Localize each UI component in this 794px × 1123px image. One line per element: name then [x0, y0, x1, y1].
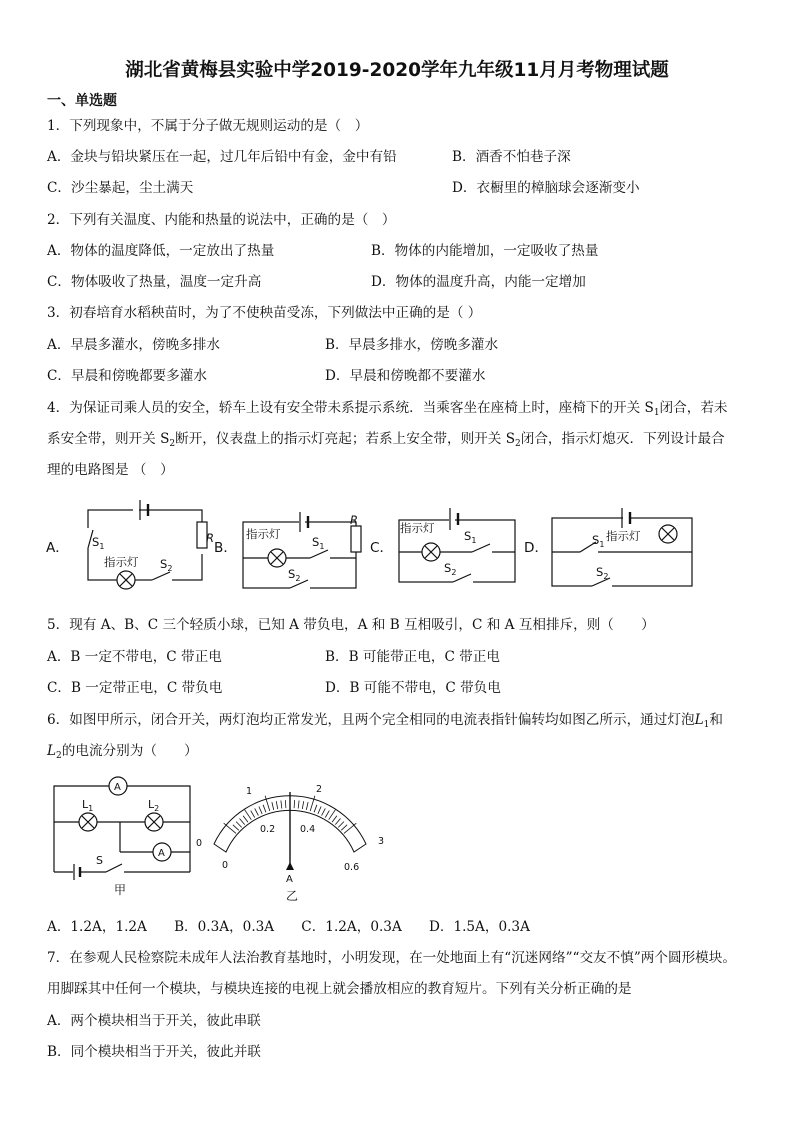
q1-option-c: C．沙尘暴起，尘土满天 — [47, 180, 194, 196]
svg-text:S1: $S_1$ — [464, 529, 477, 545]
svg-text:S2: $S_2$ — [444, 561, 457, 577]
svg-text:2: 2 — [316, 784, 323, 795]
svg-text:S: S — [96, 854, 103, 867]
svg-text:L2: $L_2$ — [148, 798, 160, 813]
q4-stem-line2: 系安全带，则开关 $S_2$断开，仪表盘上的指示灯亮起；若系上安全带，则开关 $S_2$闭合，指示灯熄灭．下列设计最合 — [47, 431, 725, 449]
svg-text:S1: $S_1$ — [312, 535, 325, 551]
q5-option-d: D．B 可能不带电，C 带负电 — [325, 680, 501, 696]
fig-yi-label: 乙 — [286, 889, 299, 903]
q7-stem-line1: 7．在参观人民检察院未成年人法治教育基地时，小明发现，在一处地面上有“沉迷网络”“交友不慎”两个圆形模块。 — [47, 950, 736, 966]
q1-option-b: B．酒香不怕巷子深 — [452, 149, 571, 165]
q6-stem-line1: 6．如图甲所示，闭合开关，两灯泡均正常发光，且两个完全相同的电流表指针偏转均如图乙所示，通过灯泡$L_1$和 — [47, 712, 723, 730]
q1-option-a: A．金块与铅块紧压在一起，过几年后铅中有金，金中有铅 — [47, 149, 397, 165]
q4-stem-line1: 4．为保证司乘人员的安全，轿车上设有安全带未系提示系统．当乘客坐在座椅上时，座椅下的开关 $S_1$闭合，若未 — [47, 400, 728, 418]
q3-option-c: C．早晨和傍晚都要多灌水 — [47, 368, 207, 384]
page-title: 湖北省黄梅县实验中学2019-2020学年九年级11月月考物理试题 — [125, 60, 669, 81]
q3-stem: 3．初春培育水稻秧苗时，为了不使秧苗受冻，下列做法中正确的是（ ） — [47, 305, 482, 321]
q1-stem: 1．下列现象中，不属于分子做无规则运动的是（ ） — [47, 118, 369, 134]
q2-stem: 2．下列有关温度、内能和热量的说法中，正确的是（ ） — [47, 212, 396, 228]
svg-text:S2: $S_2$ — [160, 557, 173, 573]
q6-stem-line2: $L_2$的电流分别为（ ） — [47, 743, 198, 761]
q4a-lamp-label: 指示灯 — [104, 555, 139, 569]
q4a-resistor-label: R — [206, 531, 214, 545]
fig-jia-label: 甲 — [114, 883, 127, 897]
svg-text:1: 1 — [246, 786, 253, 797]
svg-text:3: 3 — [378, 836, 385, 847]
q4c-lamp-label: 指示灯 — [400, 521, 435, 535]
q4-label-d: D． — [524, 540, 549, 556]
svg-text:0.2: 0.2 — [260, 824, 276, 835]
q3-option-d: D．早晨和傍晚都不要灌水 — [325, 368, 486, 384]
q4b-lamp-label: 指示灯 — [246, 527, 281, 541]
svg-text:S1: $S_1$ — [592, 533, 605, 549]
q2-option-b: B．物体的内能增加，一定吸收了热量 — [371, 243, 599, 259]
q2-option-d: D．物体的温度升高，内能一定增加 — [371, 274, 586, 290]
q7-option-a: A．两个模块相当于开关，彼此串联 — [47, 1013, 261, 1029]
svg-text:A: A — [158, 848, 165, 859]
q7-stem-line2: 用脚踩其中任何一个模块，与模块连接的电视上就会播放相应的教育短片。下列有关分析正确的是 — [47, 981, 632, 997]
svg-text:L1: $L_1$ — [82, 798, 94, 813]
q2-option-a: A．物体的温度降低，一定放出了热量 — [47, 243, 275, 259]
section-heading: 一、单选题 — [47, 93, 117, 109]
q4d-lamp-label: 指示灯 — [606, 529, 641, 543]
q6-answers: A．1.2A，1.2A B．0.3A，0.3A C．1.2A，0.3A D．1.5A，0.3A — [47, 919, 530, 935]
q4-stem-line3: 理的电路图是 （ ） — [47, 462, 174, 478]
q1-option-d: D．衣橱里的樟脑球会逐渐变小 — [452, 180, 640, 196]
q4-label-c: C． — [370, 540, 394, 556]
q5-option-b: B．B 可能带正电，C 带正电 — [325, 649, 500, 665]
ammeter-dial — [196, 784, 384, 903]
svg-text:0: 0 — [222, 860, 229, 871]
svg-text:0.6: 0.6 — [344, 862, 360, 873]
dial-tick — [294, 800, 295, 808]
q5-stem: 5．现有 A、B、C 三个轻质小球，已知 A 带负电，A 和 B 互相吸引，C 和 A 互相排斥，则（ ） — [47, 617, 655, 633]
svg-text:S2: $S_2$ — [288, 567, 301, 583]
q4-label-b: B． — [214, 540, 237, 556]
svg-text:A: A — [286, 874, 293, 885]
q3-option-a: A．早晨多灌水，傍晚多排水 — [47, 337, 220, 353]
q2-option-c: C．物体吸收了热量，温度一定升高 — [47, 274, 262, 290]
svg-text:0.4: 0.4 — [300, 824, 316, 835]
svg-text:0: 0 — [196, 838, 203, 849]
q7-option-b: B．同个模块相当于开关，彼此并联 — [47, 1044, 261, 1060]
q3-option-b: B．早晨多排水，傍晚多灌水 — [325, 337, 499, 353]
svg-text:A: A — [114, 782, 121, 793]
svg-text:S1: $S_1$ — [92, 535, 105, 551]
q6-figures — [40, 768, 385, 903]
q4-label-a: A． — [46, 540, 69, 556]
dial-tick — [285, 800, 286, 808]
svg-text:R: R — [350, 513, 358, 527]
svg-text:S2: $S_2$ — [596, 565, 609, 581]
q5-option-c: C．B 一定带正电，C 带负电 — [47, 680, 223, 696]
q4-circuit-diagrams — [40, 492, 750, 602]
q5-option-a: A．B 一定不带电，C 带正电 — [47, 649, 222, 665]
